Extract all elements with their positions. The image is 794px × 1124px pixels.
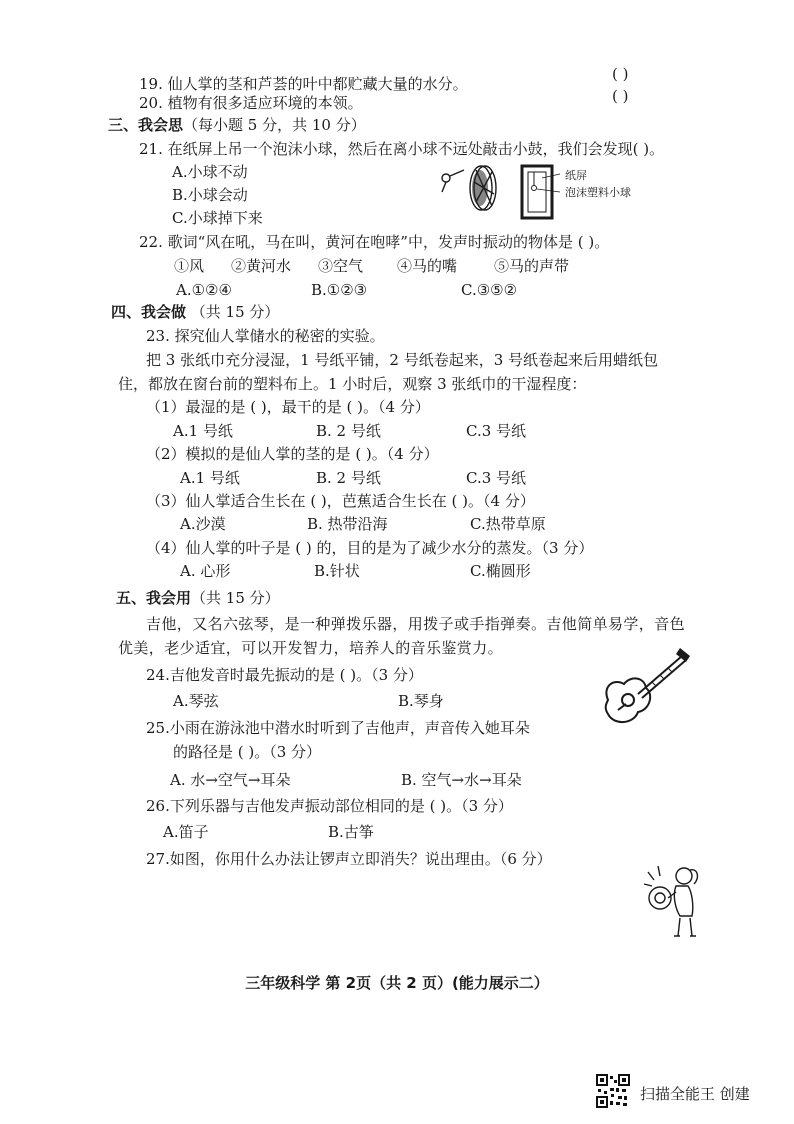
answer-paren-19[interactable]: ( ) <box>612 65 629 83</box>
q23-3-option-c[interactable]: C.热带草原 <box>470 515 546 533</box>
q22-option-a[interactable]: A.①②④ <box>176 281 232 299</box>
q22-item-1: ①风 <box>174 257 205 275</box>
section-3-points: （每小题 5 分，共 10 分） <box>183 116 366 134</box>
q25-option-b[interactable]: B. 空气→水→耳朵 <box>401 771 522 789</box>
q23-1-option-c[interactable]: C.3 号纸 <box>466 422 527 440</box>
section-5-heading <box>116 588 280 608</box>
q21-option-c[interactable]: C.小球掉下来 <box>172 209 263 227</box>
section-3-heading <box>108 115 366 135</box>
q23-1-option-b[interactable]: B. 2 号纸 <box>316 422 381 440</box>
q21-option-a[interactable]: A.小球不动 <box>172 163 248 181</box>
q23-2-option-c[interactable]: C.3 号纸 <box>466 469 527 487</box>
paper-screen-illustration <box>518 160 558 222</box>
q23-sub-4: （4）仙人掌的叶子是 ( ) 的，目的是为了减少水分的蒸发。（3 分） <box>146 539 594 557</box>
answer-paren-20[interactable]: ( ) <box>612 87 629 105</box>
q24-option-a[interactable]: A.琴弦 <box>173 692 219 710</box>
q23-2-option-b[interactable]: B. 2 号纸 <box>316 469 381 487</box>
question-27: 27.如图，你用什么办法让锣声立即消失？说出理由。（6 分） <box>146 850 552 868</box>
q23-2-option-a[interactable]: A.1 号纸 <box>180 469 240 487</box>
q23-4-option-c[interactable]: C.椭圆形 <box>470 562 531 580</box>
section-3-title: 三、我会思 <box>108 116 184 134</box>
guitar-illustration <box>600 642 695 728</box>
q22-option-c[interactable]: C.③⑤② <box>461 281 518 299</box>
page-footer: 三年级科学 第 2页（共 2 页）(能力展示二） <box>245 974 549 992</box>
q24-option-b[interactable]: B.琴身 <box>398 692 444 710</box>
q25-option-a[interactable]: A. 水→空气→耳朵 <box>170 771 291 789</box>
section-5-points: （共 15 分） <box>191 589 280 607</box>
label-paper-screen: 纸屏 <box>565 169 587 182</box>
q26-option-a[interactable]: A.笛子 <box>163 823 209 841</box>
q23-description-1: 把 3 张纸巾充分浸湿，1 号纸平铺，2 号纸卷起来，3 号纸卷起来后用蜡纸包 <box>146 351 659 369</box>
question-21: 21. 在纸屏上吊一个泡沫小球，然后在离小球不远处敲击小鼓，我们会发现( )。 <box>139 140 665 158</box>
section-4-title: 四、我会做 <box>111 303 187 321</box>
question-23: 23. 探究仙人掌储水的秘密的实验。 <box>146 327 385 345</box>
q23-sub-2: （2）模拟的是仙人掌的茎的是 ( )。（4 分） <box>146 445 439 463</box>
q23-3-option-a[interactable]: A.沙漠 <box>180 515 226 533</box>
girl-with-gong-illustration <box>640 862 710 940</box>
question-25-line-2: 的路径是 ( )。（3 分） <box>173 743 322 761</box>
section-5-title: 五、我会用 <box>116 589 192 607</box>
guitar-intro-2: 优美，老少适宜，可以开发智力，培养人的音乐鉴赏力。 <box>118 639 504 657</box>
section-4-points: （共 15 分） <box>186 303 280 321</box>
q23-1-option-a[interactable]: A.1 号纸 <box>173 422 233 440</box>
q22-item-5: ⑤马的声带 <box>494 257 570 275</box>
label-foam-ball: 泡沫塑料小球 <box>565 186 631 199</box>
q22-item-3: ③空气 <box>318 257 364 275</box>
question-26: 26.下列乐器与吉他发声振动部位相同的是 ( )。（3 分） <box>146 797 513 815</box>
q21-option-b[interactable]: B.小球会动 <box>172 186 248 204</box>
q23-3-option-b[interactable]: B. 热带沿海 <box>307 515 388 533</box>
guitar-intro-1: 吉他，又名六弦琴，是一种弹拨乐器，用拨子或手指弹奏。吉他简单易学，音色 <box>146 615 686 633</box>
q22-option-b[interactable]: B.①②③ <box>311 281 368 299</box>
scanner-watermark: 扫描全能王 创建 <box>640 1085 750 1103</box>
q23-4-option-a[interactable]: A. 心形 <box>180 562 231 580</box>
question-25-line-1: 25.小雨在游泳池中潜水时听到了吉他声，声音传入她耳朵 <box>146 719 530 737</box>
question-20: 20. 植物有很多适应环境的本领。 <box>139 94 363 112</box>
q23-sub-1: （1）最湿的是 ( )，最干的是 ( )。（4 分） <box>146 398 430 416</box>
q26-option-b[interactable]: B.古筝 <box>328 823 374 841</box>
qr-code-icon <box>596 1074 630 1108</box>
section-4-heading <box>111 302 279 322</box>
q22-item-2: ②黄河水 <box>231 257 292 275</box>
question-19: 19. 仙人掌的茎和芦荟的叶中都贮藏大量的水分。 <box>139 75 468 93</box>
q23-4-option-b[interactable]: B.针状 <box>314 562 360 580</box>
q23-description-2: 住，都放在窗台前的塑料布上。1 小时后，观察 3 张纸巾的干湿程度： <box>118 375 587 393</box>
q22-item-4: ④马的嘴 <box>397 257 458 275</box>
question-24: 24.吉他发音时最先振动的是 ( )。（3 分） <box>146 666 423 684</box>
question-22: 22. 歌词“风在吼，马在叫，黄河在咆哮”中，发声时振动的物体是 ( )。 <box>139 233 610 251</box>
q23-sub-3: （3）仙人掌适合生长在 ( )，芭蕉适合生长在 ( )。（4 分） <box>146 492 535 510</box>
